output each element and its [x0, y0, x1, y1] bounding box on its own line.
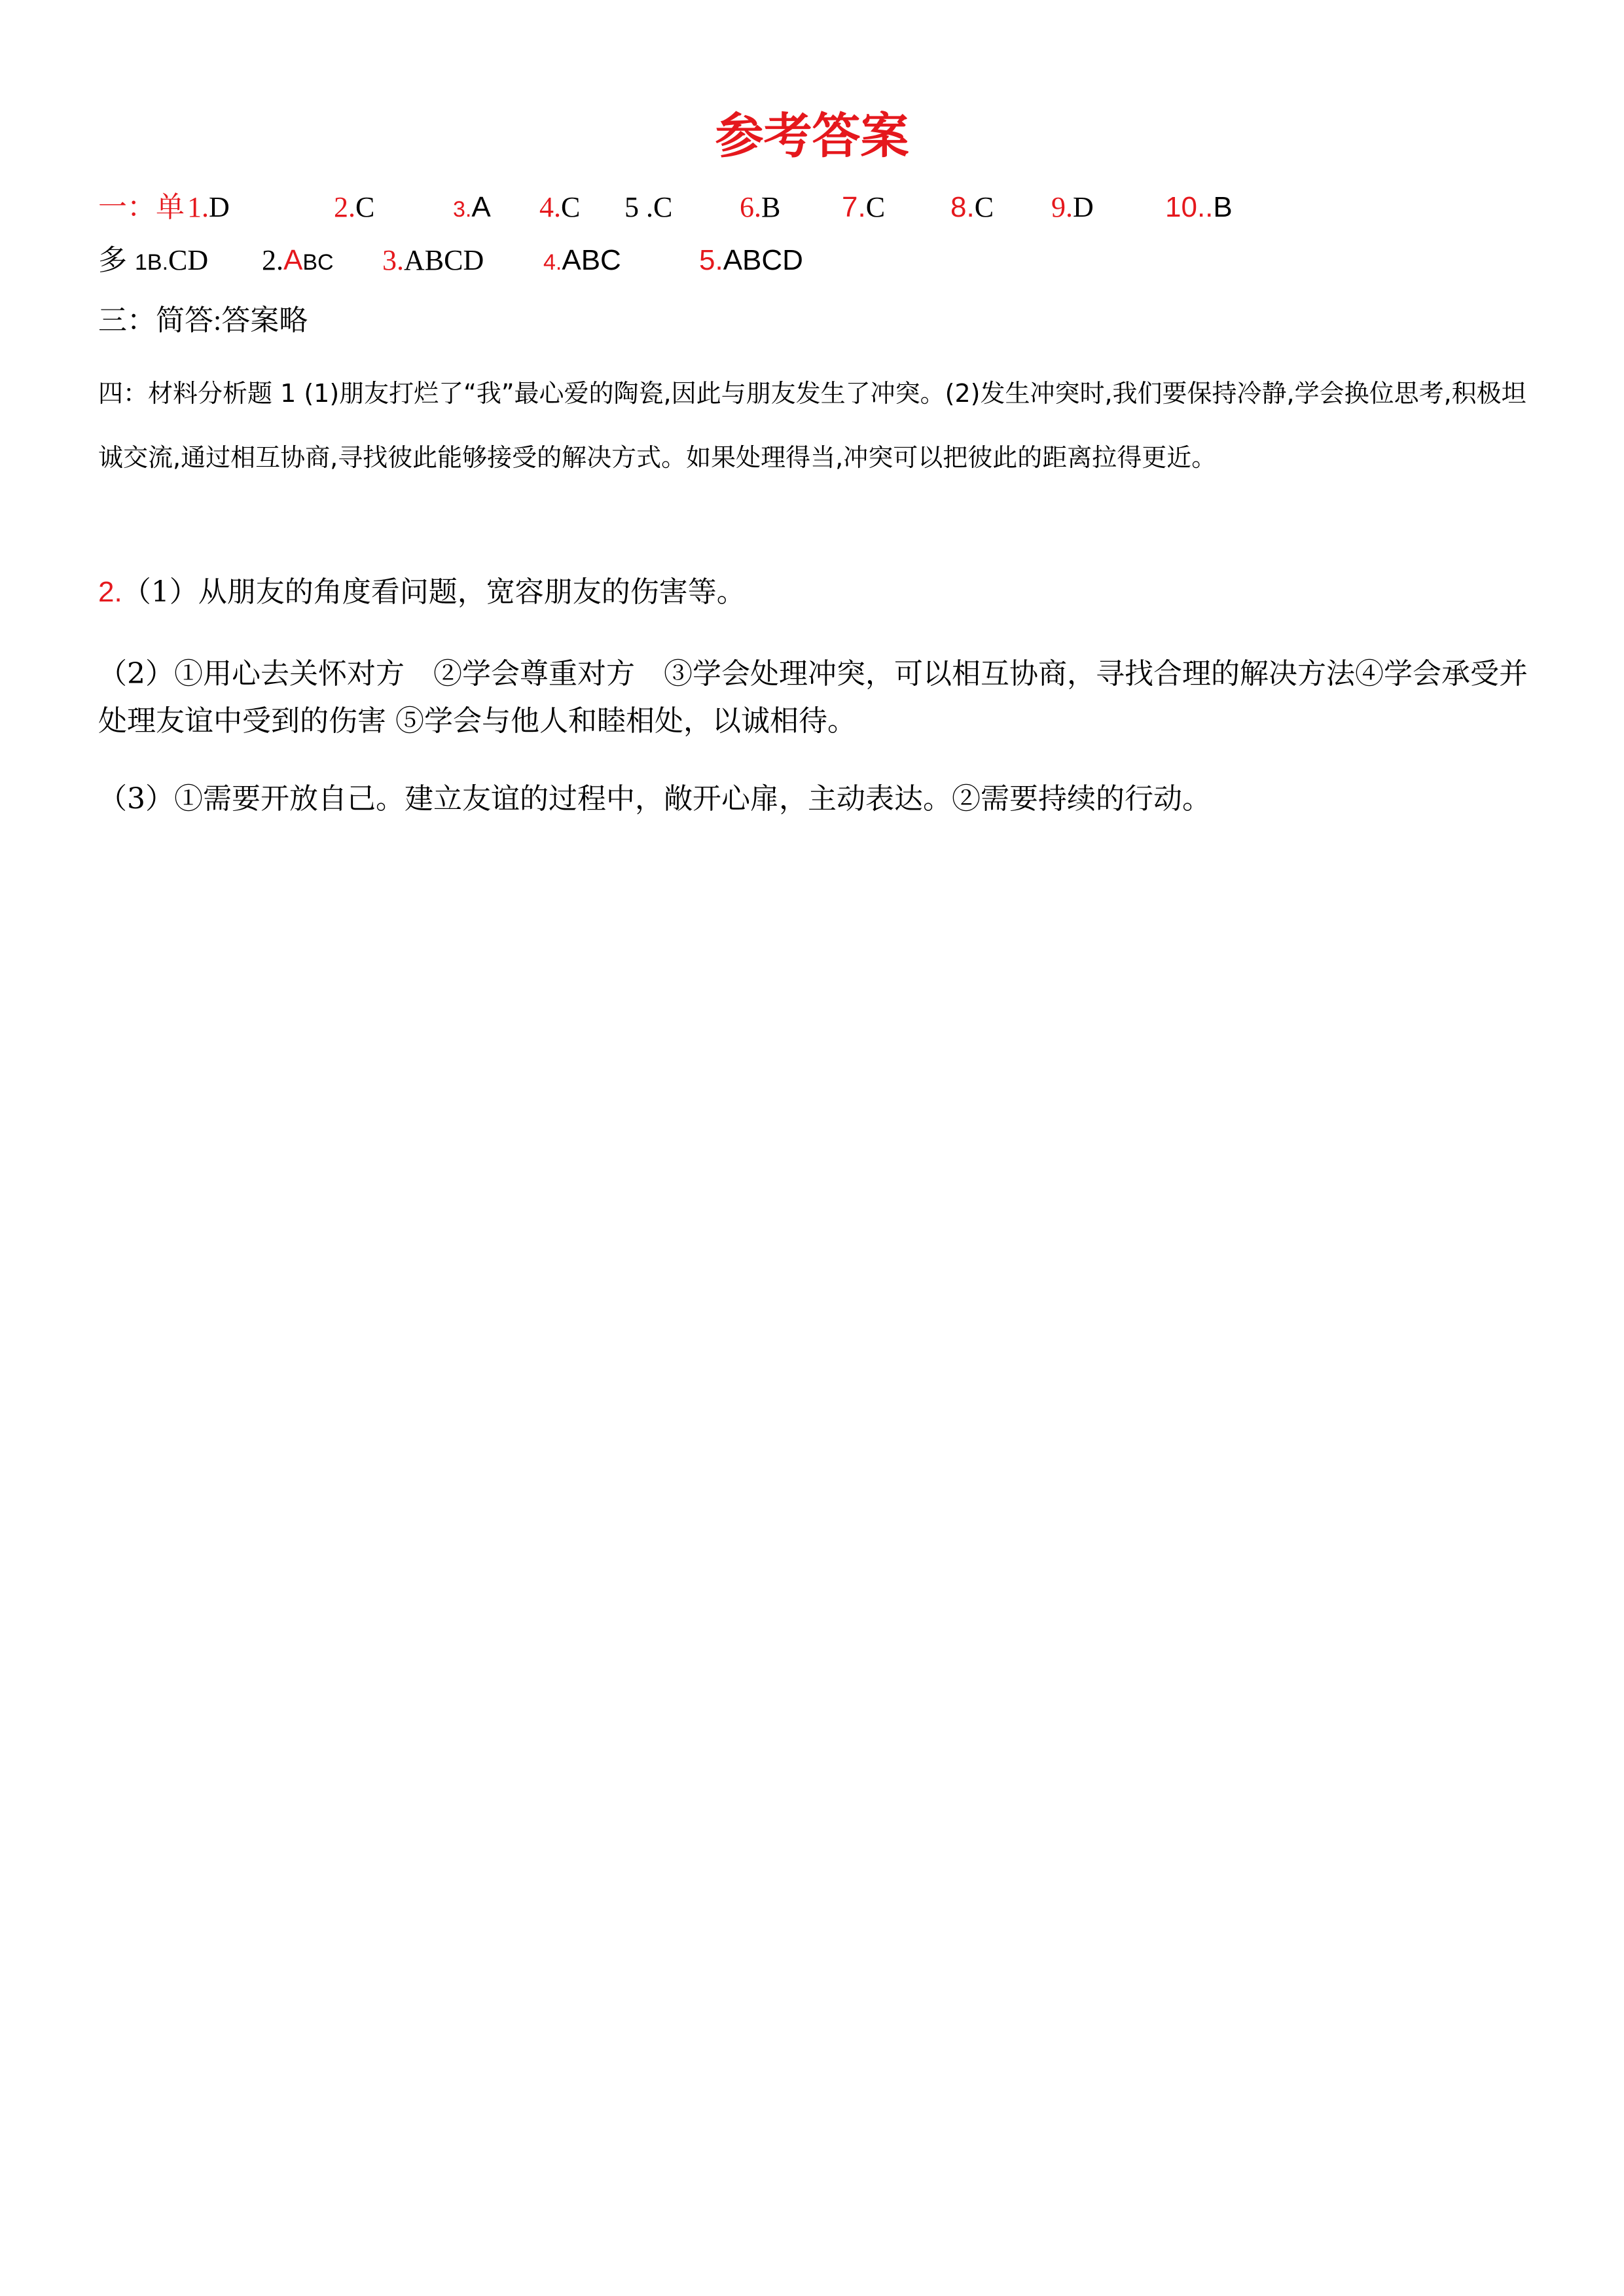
single-answer-3: 3.A [453, 191, 491, 223]
question2-part1 [98, 569, 1532, 615]
single-answer-1: 1.D [187, 191, 230, 223]
single-answer-7: 7.C [842, 191, 886, 223]
multi-answer-5: 5.ABCD [699, 244, 803, 276]
short-answer-line: 三：简答:答案略 [98, 304, 308, 336]
single-answer-6: 6.B [740, 191, 781, 223]
question2-number: 2. [98, 576, 122, 608]
single-answer-4: 4.C [539, 191, 581, 223]
single-answer-10: 10..B [1165, 191, 1233, 223]
multi-answer-3: 3.ABCD [382, 244, 484, 276]
question2-part1-text: （1）从朋友的角度看问题，宽容朋友的伤害等。 [122, 575, 746, 609]
single-answer-8: 8.C [950, 191, 994, 223]
single-answer-2: 2.C [334, 191, 375, 223]
multi-answer-2: 2.ABC [262, 244, 334, 276]
single-answer-5: 5 .C [624, 191, 673, 223]
multi-answer-4: 4.ABC [543, 244, 621, 276]
question2-part3: （3）①需要开放自己。建立友谊的过程中，敞开心扉，主动表达。②需要持续的行动。 [98, 782, 1211, 816]
page-title: 参考答案 [715, 108, 909, 164]
multiple-choice-prefix: 多 [98, 244, 127, 276]
question2-part2: （2）①用心去关怀对方 ②学会尊重对方 ③学会处理冲突，可以相互协商，寻找合理的解决方法④学会承受并处理友谊中受到的伤害 ⑤学会与他人和睦相处，以诚相待。 [98, 657, 1528, 738]
single-answer-9: 9.D [1051, 191, 1094, 223]
material-analysis-paragraph: 四：材料分析题 1 (1)朋友打烂了“我”最心爱的陶瓷,因此与朋友发生了冲突。(2)发生冲突时,我们要保持冷静,学会换位思考,积极坦诚交流,通过相互协商,寻找彼此能够接受的解决方式。如果处理得当,冲突可以把彼此的距离拉得更近。 [98, 379, 1526, 472]
single-choice-prefix: 一：单 [98, 191, 185, 223]
multi-answer-1: 1B.CD [135, 244, 209, 276]
